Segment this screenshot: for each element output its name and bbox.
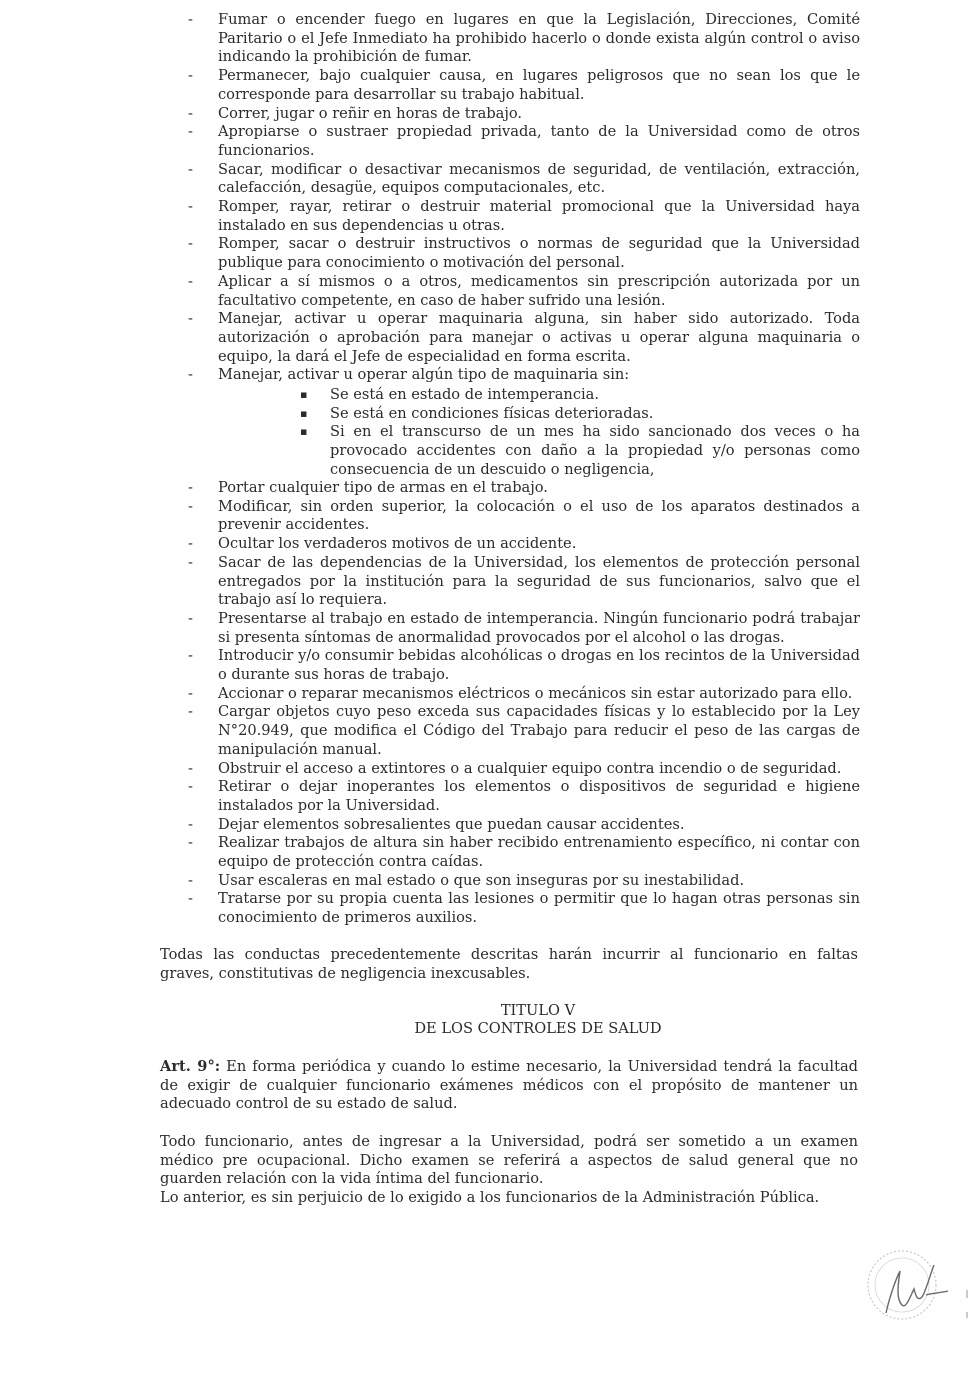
section-title-line2: DE LOS CONTROLES DE SALUD: [414, 1020, 662, 1037]
dash-bullet: -: [188, 497, 193, 515]
list-item-text: Romper, sacar o destruir instructivos o normas de seguridad que la Universidad publique para conocimiento o motivación del personal.: [218, 235, 860, 272]
list-item-text: Retirar o dejar inoperantes los elementos o dispositivos de seguridad e higiene instalados por la Universidad.: [218, 778, 860, 814]
list-item-text: Tratarse por su propia cuenta las lesiones o permitir que lo hagan otras personas sin conocimiento de primeros auxilios.: [218, 890, 860, 927]
list-item: [188, 890, 860, 927]
list-item: [188, 198, 860, 235]
list-item: [188, 610, 860, 647]
list-item-text: Permanecer, bajo cualquier causa, en lugares peligrosos que no sean los que le corresponde para desarrollar su trabajo habitual.: [218, 67, 860, 103]
list-item-text: Apropiarse o sustraer propiedad privada, tanto de la Universidad como de otros funcionarios.: [218, 123, 860, 159]
dash-bullet: -: [188, 123, 193, 141]
scan-edge-mark: [966, 1312, 968, 1318]
list-item: [188, 123, 860, 160]
list-item-text: Realizar trabajos de altura sin haber recibido entrenamiento específico, ni contar con equipo de protección contra caídas.: [218, 834, 860, 871]
list-item-text: Romper, rayar, retirar o destruir material promocional que la Universidad haya instalado en sus dependencias u otras.: [218, 198, 860, 234]
list-item: [188, 366, 860, 385]
list-item: [188, 554, 860, 610]
list-item-text: Fumar o encender fuego en lugares en que la Legislación, Direcciones, Comité Paritario o el Jefe Inmediato ha prohibido hacerlo o donde exista algún control o aviso indicando la prohibición de fumar.: [218, 11, 860, 66]
dash-bullet: -: [188, 479, 193, 496]
closing-paragraph: Todas las conductas precedentemente descritas harán incurrir al funcionario en faltas graves, constitutivas de negligencia inexcusables.: [160, 946, 858, 982]
list-item-text: Obstruir el acceso a extintores o a cualquier equipo contra incendio o de seguridad.: [218, 759, 842, 777]
list-item: [188, 816, 860, 835]
section-title-line1: TITULO V: [500, 1002, 576, 1019]
dash-bullet: -: [188, 104, 193, 122]
article-9-paragraph: [160, 1058, 858, 1114]
list-item: [188, 647, 860, 684]
list-item-text: Manejar, activar u operar algún tipo de maquinaria sin:: [218, 366, 630, 384]
list-item-text: Sacar de las dependencias de la Universidad, los elementos de protección personal entregados por la institución para la seguridad de sus funcionarios, salvo que el trabajo así lo requiera.: [218, 553, 860, 609]
sub-list-item: [300, 405, 860, 424]
dash-bullet: -: [188, 535, 193, 553]
list-item-text: Portar cualquier tipo de armas en el trabajo.: [218, 479, 548, 496]
conditions-sublist: [218, 386, 860, 480]
list-item: [188, 685, 860, 704]
dash-bullet: -: [188, 684, 193, 702]
list-item-text: Usar escaleras en mal estado o que son inseguras por su inestabilidad.: [218, 871, 745, 889]
list-item-text: Dejar elementos sobresalientes que puedan causar accidentes.: [218, 815, 685, 833]
sub-list-item-text: Si en el transcurso de un mes ha sido sancionado dos veces o ha provocado accidentes con daño a la propiedad y/o personas como consecuencia de un descuido o negligencia,: [330, 423, 860, 478]
sub-list-item-text: Se está en condiciones físicas deterioradas.: [330, 404, 654, 422]
list-item: [188, 310, 860, 366]
list-item-text: Introducir y/o consumir bebidas alcohólicas o drogas en los recintos de la Universidad o durante sus horas de trabajo.: [218, 647, 860, 684]
list-item-text: Accionar o reparar mecanismos eléctricos o mecánicos sin estar autorizado para ello.: [218, 684, 853, 702]
dash-bullet: -: [188, 778, 193, 796]
list-item: [188, 834, 860, 871]
prohibitions-list: [188, 11, 860, 385]
dash-bullet: -: [188, 553, 193, 571]
list-item-text: Presentarse al trabajo en estado de intemperancia. Ningún funcionario podrá trabajar si presenta síntomas de anormalidad provocados por el alcohol o las drogas.: [218, 609, 860, 646]
list-item-text: Correr, jugar o reñir en horas de trabajo.: [218, 104, 523, 122]
dash-bullet: -: [188, 647, 193, 665]
scan-edge-mark: [966, 1290, 968, 1298]
list-item-text: Modificar, sin orden superior, la colocación o el uso de los aparatos destinados a prevenir accidentes.: [218, 497, 860, 534]
list-item: [188, 235, 860, 272]
prohibitions-list-continued: [188, 479, 860, 928]
square-bullet: ▪: [300, 406, 308, 420]
list-item: [188, 273, 860, 310]
list-item: [188, 535, 860, 554]
pre-occupational-paragraph: Todo funcionario, antes de ingresar a la Universidad, podrá ser sometido a un examen médico pre ocupacional. Dicho examen se referirá a aspectos de salud general que no guarden relación con la vida íntima del funcionario.: [160, 1133, 858, 1188]
dash-bullet: -: [188, 235, 193, 253]
sub-list-item-text: Se está en estado de intemperancia.: [330, 386, 599, 403]
list-item: [188, 105, 860, 124]
list-item: [188, 760, 860, 779]
dash-bullet: -: [188, 703, 193, 721]
list-item-text: Ocultar los verdaderos motivos de un accidente.: [218, 535, 577, 553]
dash-bullet: -: [188, 67, 193, 85]
dash-bullet: -: [188, 890, 193, 908]
list-item-text: Sacar, modificar o desactivar mecanismos de seguridad, de ventilación, extracción, calefacción, desagüe, equipos computacionales, etc.: [218, 160, 860, 197]
list-item: [188, 11, 860, 67]
square-bullet: ▪: [300, 388, 308, 401]
article-label: Art. 9°:: [160, 1058, 221, 1075]
dash-bullet: -: [188, 871, 193, 889]
article-text: En forma periódica y cuando lo estime necesario, la Universidad tendrá la facultad de exigir de cualquier funcionario exámenes médicos con el propósito de mantener un adecuado control de su estado de salud.: [160, 1058, 858, 1113]
dash-bullet: -: [188, 160, 193, 178]
dash-bullet: -: [188, 272, 193, 290]
dash-bullet: -: [188, 11, 193, 28]
list-item: [188, 498, 860, 535]
dash-bullet: -: [188, 366, 193, 384]
dash-bullet: -: [188, 310, 193, 328]
dash-bullet: -: [188, 198, 193, 216]
list-item: [188, 161, 860, 198]
dash-bullet: -: [188, 834, 193, 852]
dash-bullet: -: [188, 609, 193, 627]
stamp-signature-icon: [856, 1245, 952, 1325]
sub-list-item: [300, 423, 860, 479]
list-item: [188, 778, 860, 815]
list-item-text: Aplicar a sí mismos o a otros, medicamentos sin prescripción autorizada por un facultativo competente, en caso de haber sufrido una lesión.: [218, 272, 860, 309]
list-item: [188, 479, 860, 498]
square-bullet: ▪: [300, 425, 308, 439]
list-item-text: Cargar objetos cuyo peso exceda sus capacidades físicas y lo establecido por la Ley N°20.949, que modifica el Código del Trabajo para reducir el peso de las cargas de manipulación manual.: [218, 703, 860, 758]
dash-bullet: -: [188, 759, 193, 777]
dash-bullet: -: [188, 815, 193, 833]
list-item: [188, 67, 860, 104]
list-item: [188, 703, 860, 759]
list-item: [188, 872, 860, 891]
sub-list-item: [300, 386, 860, 405]
list-item-text: Manejar, activar u operar maquinaria alguna, sin haber sido autorizado. Toda autorización o aprobación para manejar o activas u operar alguna maquinaria o equipo, la dará el Jefe de especialidad en forma escrita.: [218, 310, 860, 365]
final-paragraph: Lo anterior, es sin perjuicio de lo exigido a los funcionarios de la Administración Pública.: [160, 1189, 820, 1206]
